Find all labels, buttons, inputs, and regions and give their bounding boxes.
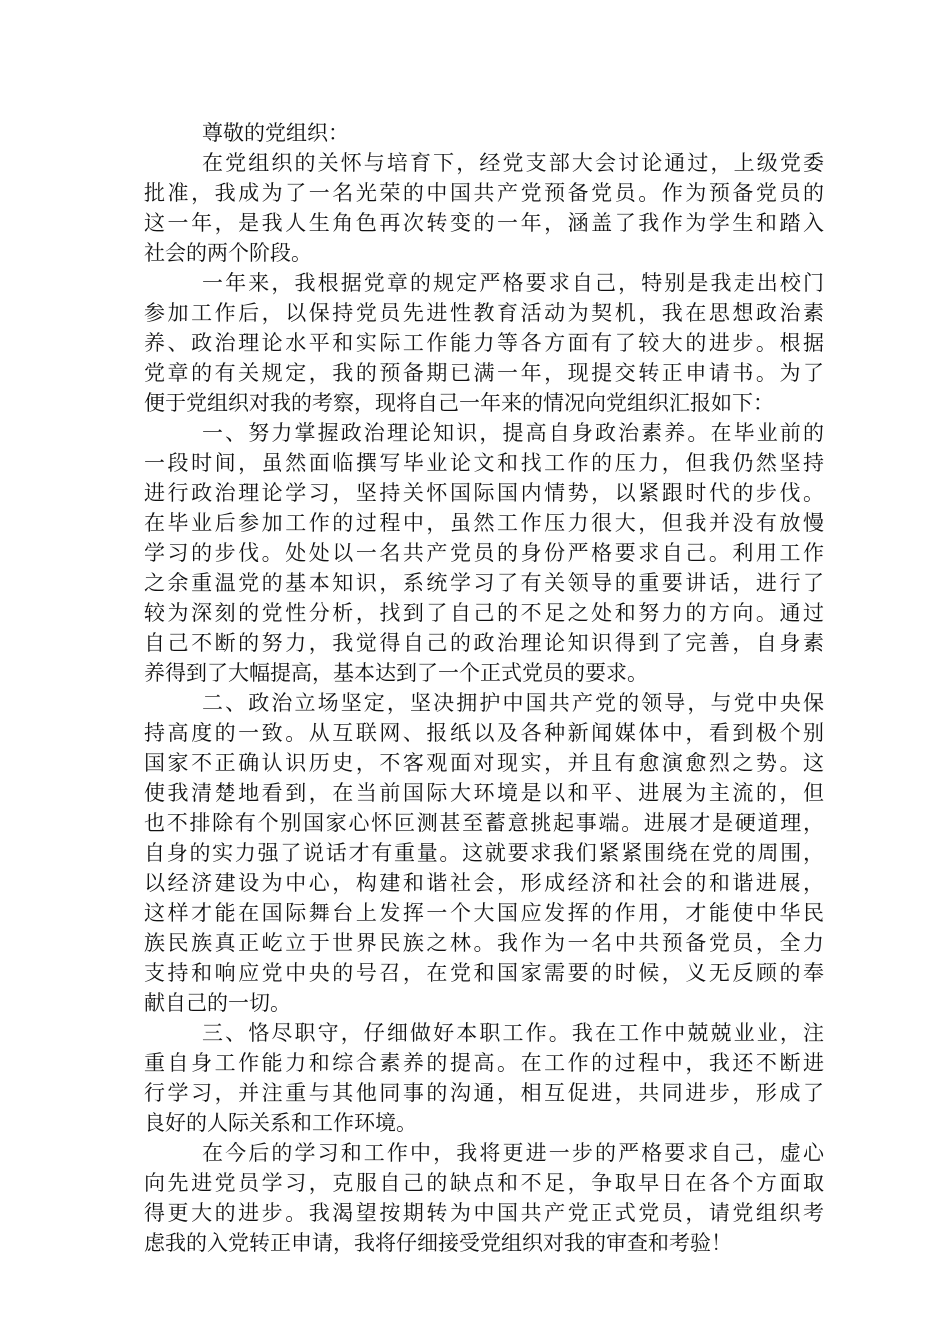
paragraph-line: 自身的实力强了说话才有重量。这就要求我们紧紧围绕在党的周围， xyxy=(144,841,824,865)
paragraph-line: 批准，我成为了一名光荣的中国共产党预备党员。作为预备党员的 xyxy=(144,181,824,205)
paragraph-line: 使我清楚地看到，在当前国际大环境是以和平、进展为主流的，但 xyxy=(144,781,824,805)
paragraph-line: 这样才能在国际舞台上发挥一个大国应发挥的作用，才能使中华民 xyxy=(144,901,824,925)
paragraph-line: 这一年，是我人生角色再次转变的一年，涵盖了我作为学生和踏入 xyxy=(144,211,824,235)
paragraph-line: 一段时间，虽然面临撰写毕业论文和找工作的压力，但我仍然坚持 xyxy=(144,451,824,475)
paragraph-3 xyxy=(144,418,824,688)
paragraph-line: 学习的步伐。处处以一名共产党员的身份严格要求自己。利用工作 xyxy=(144,541,824,565)
paragraph-line: 向先进党员学习，克服自己的缺点和不足，争取早日在各个方面取 xyxy=(144,1171,824,1195)
paragraph-line: 进行政治理论学习，坚持关怀国际国内情势，以紧跟时代的步伐。 xyxy=(144,481,824,505)
greeting: 尊敬的党组织： xyxy=(202,121,349,145)
paragraph-line: 在党组织的关怀与培育下，经党支部大会讨论通过，上级党委 xyxy=(202,151,824,175)
paragraph-line: 良好的人际关系和工作环境。 xyxy=(144,1111,417,1135)
paragraph-line: 三、恪尽职守，仔细做好本职工作。我在工作中兢兢业业，注 xyxy=(202,1021,824,1045)
paragraph-line: 二、政治立场坚定，坚决拥护中国共产党的领导，与党中央保 xyxy=(202,691,824,715)
paragraph-line: 社会的两个阶段。 xyxy=(144,241,312,265)
paragraph-line: 便于党组织对我的考察，现将自己一年来的情况向党组织汇报如下： xyxy=(144,391,774,415)
paragraph-line: 较为深刻的党性分析，找到了自己的不足之处和努力的方向。通过 xyxy=(144,601,824,625)
paragraph-line: 行学习，并注重与其他同事的沟通，相互促进，共同进步，形成了 xyxy=(144,1081,824,1105)
paragraph-4 xyxy=(144,688,824,1018)
paragraph-line: 献自己的一切。 xyxy=(144,991,291,1015)
paragraph-line: 虑我的入党转正申请，我将仔细接受党组织对我的审查和考验！ xyxy=(144,1231,732,1255)
paragraph-line: 国家不正确认识历史，不客观面对现实，并且有愈演愈烈之势。这 xyxy=(144,751,824,775)
paragraph-line: 党章的有关规定，我的预备期已满一年，现提交转正申请书。为了 xyxy=(144,361,824,385)
paragraph-line: 一、努力掌握政治理论知识，提高自身政治素养。在毕业前的 xyxy=(202,421,824,445)
paragraph-line: 在毕业后参加工作的过程中，虽然工作压力很大，但我并没有放慢 xyxy=(144,511,824,535)
paragraph-5 xyxy=(144,1018,824,1138)
paragraph-2 xyxy=(144,268,824,418)
paragraph-line: 重自身工作能力和综合素养的提高。在工作的过程中，我还不断进 xyxy=(144,1051,824,1075)
paragraph-line: 族民族真正屹立于世界民族之林。我作为一名中共预备党员，全力 xyxy=(144,931,824,955)
paragraph-line: 养得到了大幅提高，基本达到了一个正式党员的要求。 xyxy=(144,661,648,685)
paragraph-6 xyxy=(144,1138,824,1258)
paragraph-1 xyxy=(144,148,824,268)
paragraph-line: 参加工作后，以保持党员先进性教育活动为契机，我在思想政治素 xyxy=(144,301,824,325)
paragraph-line: 一年来，我根据党章的规定严格要求自己，特别是我走出校门 xyxy=(202,271,824,295)
paragraph-line: 养、政治理论水平和实际工作能力等各方面有了较大的进步。根据 xyxy=(144,331,824,355)
paragraph-line: 在今后的学习和工作中，我将更进一步的严格要求自己，虚心 xyxy=(202,1141,824,1165)
paragraph-line: 自己不断的努力，我觉得自己的政治理论知识得到了完善，自身素 xyxy=(144,631,824,655)
paragraph-line: 持高度的一致。从互联网、报纸以及各种新闻媒体中，看到极个别 xyxy=(144,721,824,745)
letter-body xyxy=(144,118,824,1258)
paragraph-line: 支持和响应党中央的号召，在党和国家需要的时候，义无反顾的奉 xyxy=(144,961,824,985)
paragraph-line: 也不排除有个别国家心怀叵测甚至蓄意挑起事端。进展才是硬道理， xyxy=(144,811,824,835)
paragraph-line: 之余重温党的基本知识，系统学习了有关领导的重要讲话，进行了 xyxy=(144,571,824,595)
paragraph-line: 得更大的进步。我渴望按期转为中国共产党正式党员，请党组织考 xyxy=(144,1201,824,1225)
paragraph-line: 以经济建设为中心，构建和谐社会，形成经济和社会的和谐进展， xyxy=(144,871,824,895)
